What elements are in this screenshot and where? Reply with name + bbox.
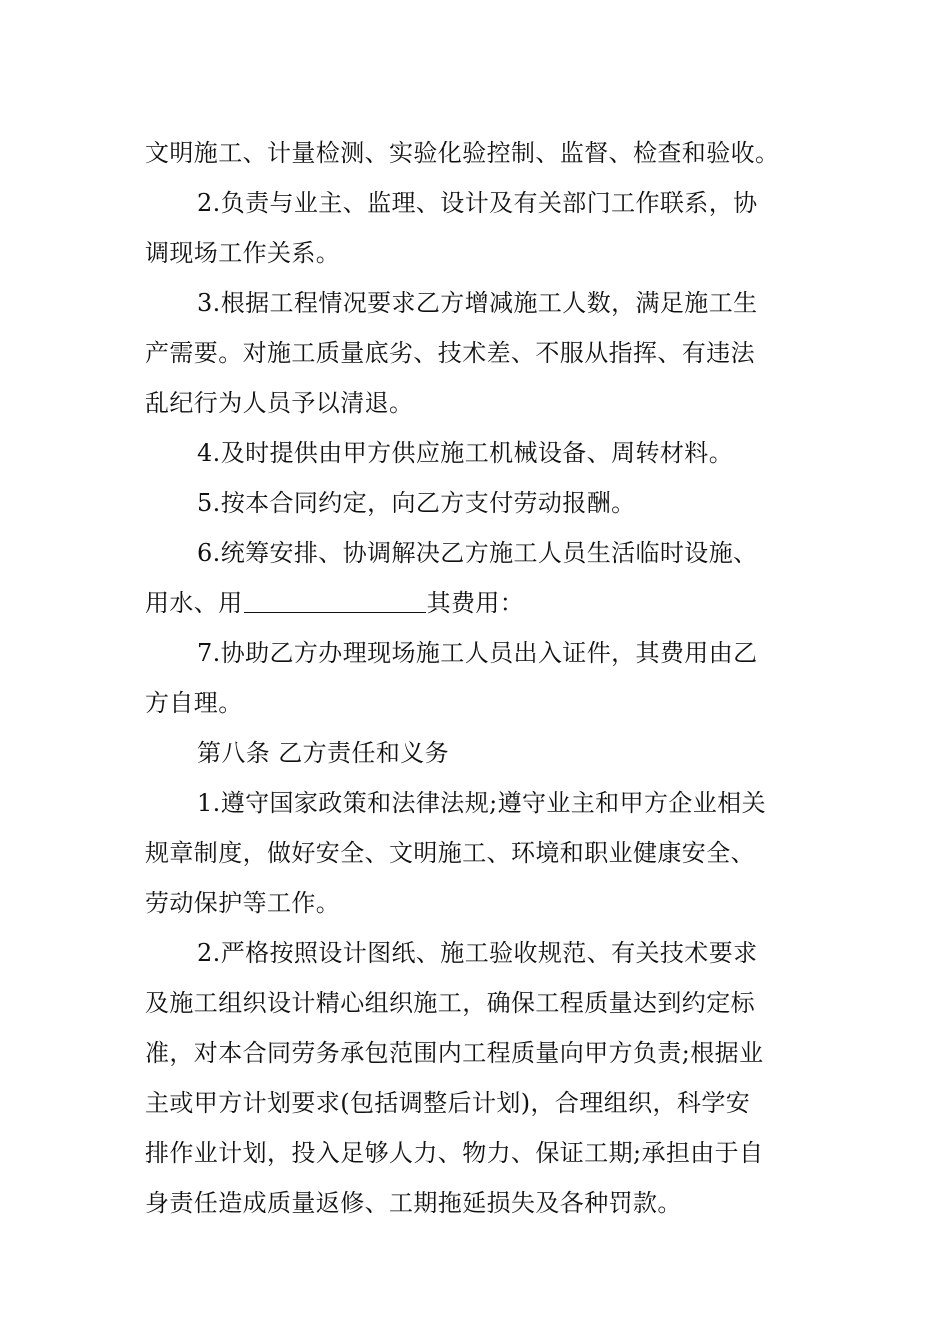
fill-in-blank xyxy=(244,590,426,613)
document-body xyxy=(145,128,807,1228)
text-line: 文明施工、计量检测、实验化验控制、监督、检查和验收。 xyxy=(145,139,780,167)
text-line: 2.负责与业主、监理、设计及有关部门工作联系，协 xyxy=(197,189,758,217)
text-line: 及施工组织设计精心组织施工，确保工程质量达到约定标 xyxy=(145,989,755,1017)
section-heading: 第八条 乙方责任和义务 xyxy=(197,739,450,767)
text-fragment: 用水、用 xyxy=(145,589,243,617)
text-line: 准，对本合同劳务承包范围内工程质量向甲方负责;根据业 xyxy=(145,1039,764,1067)
text-line: 产需要。对施工质量底劣、技术差、不服从指挥、有违法 xyxy=(145,339,755,367)
text-line: 4.及时提供由甲方供应施工机械设备、周转材料。 xyxy=(197,439,734,467)
text-line: 方自理。 xyxy=(145,689,243,717)
text-line: 调现场工作关系。 xyxy=(145,239,341,267)
text-line: 5.按本合同约定，向乙方支付劳动报酬。 xyxy=(197,489,636,517)
text-line: 3.根据工程情况要求乙方增减施工人数，满足施工生 xyxy=(197,289,758,317)
text-line: 排作业计划，投入足够人力、物力、保证工期;承担由于自 xyxy=(145,1139,764,1167)
text-line: 规章制度，做好安全、文明施工、环境和职业健康安全、 xyxy=(145,839,755,867)
text-line: 主或甲方计划要求(包括调整后计划)，合理组织，科学安 xyxy=(145,1089,751,1117)
text-line: 2.严格按照设计图纸、施工验收规范、有关技术要求 xyxy=(197,939,758,967)
text-line: 乱纪行为人员予以清退。 xyxy=(145,389,414,417)
text-line: 劳动保护等工作。 xyxy=(145,889,341,917)
text-line-with-blank xyxy=(145,578,807,628)
text-fragment: 其费用： xyxy=(426,589,525,617)
text-line: 7.协助乙方办理现场施工人员出入证件，其费用由乙 xyxy=(197,639,758,667)
text-line: 1.遵守国家政策和法律法规;遵守业主和甲方企业相关 xyxy=(197,789,766,817)
text-line: 6.统筹安排、协调解决乙方施工人员生活临时设施、 xyxy=(197,539,758,567)
text-line: 身责任造成质量返修、工期拖延损失及各种罚款。 xyxy=(145,1189,682,1217)
